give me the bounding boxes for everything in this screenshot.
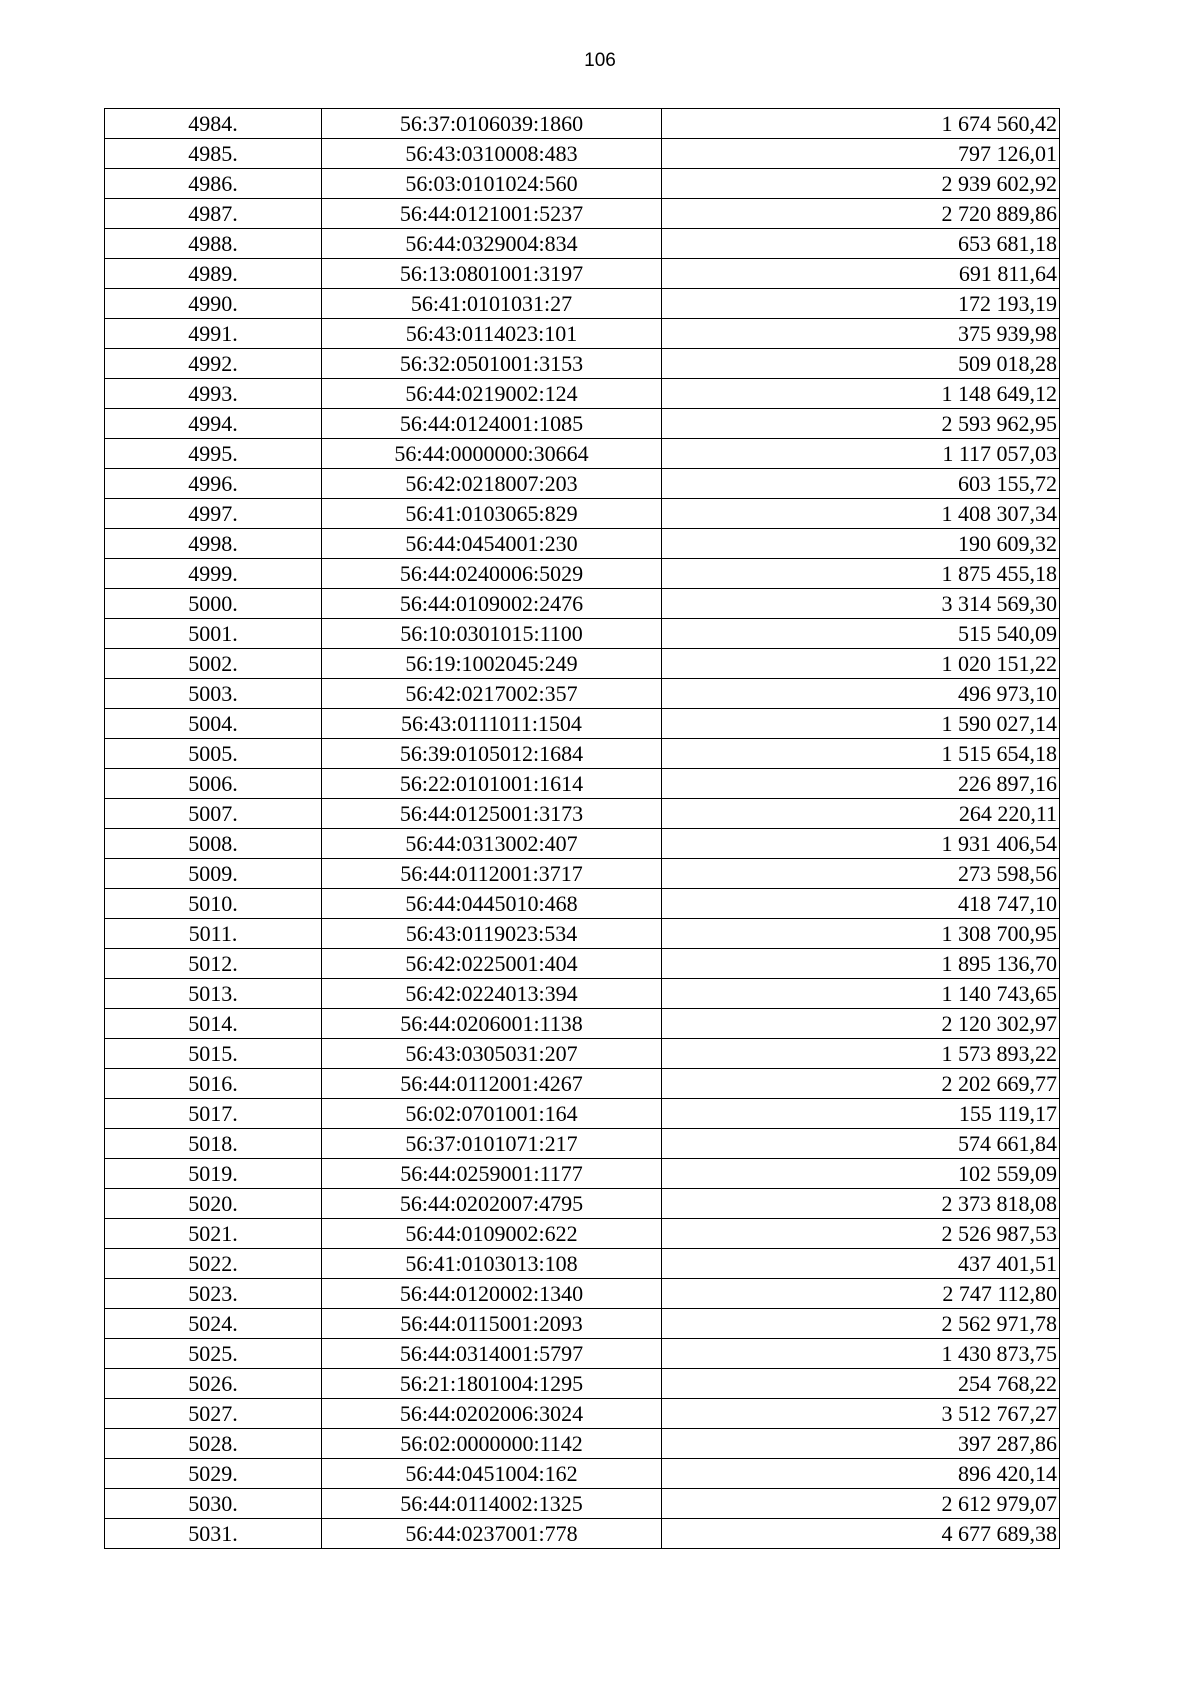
- table-row: [105, 1309, 1060, 1339]
- cadastral-value-cell: 1 308 700,95: [662, 919, 1060, 949]
- table-row: [105, 1459, 1060, 1489]
- row-number-cell: 5006.: [105, 769, 322, 799]
- table-row: [105, 679, 1060, 709]
- cadastral-value-cell: 3 314 569,30: [662, 589, 1060, 619]
- table-row: [105, 319, 1060, 349]
- cadastral-number-cell: 56:44:0237001:778: [322, 1519, 662, 1549]
- row-number-cell: 5022.: [105, 1249, 322, 1279]
- cadastral-number-cell: 56:44:0124001:1085: [322, 409, 662, 439]
- table-row: [105, 1189, 1060, 1219]
- row-number-cell: 4997.: [105, 499, 322, 529]
- row-number-cell: 5004.: [105, 709, 322, 739]
- cadastral-value-cell: 691 811,64: [662, 259, 1060, 289]
- cadastral-value-cell: 418 747,10: [662, 889, 1060, 919]
- cadastral-number-cell: 56:44:0112001:3717: [322, 859, 662, 889]
- cadastral-number-cell: 56:03:0101024:560: [322, 169, 662, 199]
- row-number-cell: 5016.: [105, 1069, 322, 1099]
- cadastral-value-cell: 515 540,09: [662, 619, 1060, 649]
- table-row: [105, 199, 1060, 229]
- cadastral-number-cell: 56:42:0217002:357: [322, 679, 662, 709]
- cadastral-number-cell: 56:44:0115001:2093: [322, 1309, 662, 1339]
- cadastral-value-cell: 509 018,28: [662, 349, 1060, 379]
- cadastral-number-cell: 56:44:0454001:230: [322, 529, 662, 559]
- cadastral-value-cell: 653 681,18: [662, 229, 1060, 259]
- table-row: [105, 979, 1060, 1009]
- table-row: [105, 1219, 1060, 1249]
- cadastral-number-cell: 56:44:0329004:834: [322, 229, 662, 259]
- cadastral-value-cell: 264 220,11: [662, 799, 1060, 829]
- table-row: [105, 289, 1060, 319]
- cadastral-number-cell: 56:39:0105012:1684: [322, 739, 662, 769]
- cadastral-value-table: [104, 108, 1060, 1549]
- cadastral-number-cell: 56:42:0225001:404: [322, 949, 662, 979]
- table-row: [105, 1519, 1060, 1549]
- row-number-cell: 5029.: [105, 1459, 322, 1489]
- table-row: [105, 139, 1060, 169]
- row-number-cell: 5028.: [105, 1429, 322, 1459]
- row-number-cell: 4999.: [105, 559, 322, 589]
- cadastral-number-cell: 56:44:0206001:1138: [322, 1009, 662, 1039]
- cadastral-number-cell: 56:32:0501001:3153: [322, 349, 662, 379]
- cadastral-value-cell: 226 897,16: [662, 769, 1060, 799]
- table-body: [105, 109, 1060, 1549]
- table-row: [105, 1429, 1060, 1459]
- table-row: [105, 559, 1060, 589]
- cadastral-number-cell: 56:13:0801001:3197: [322, 259, 662, 289]
- cadastral-value-cell: 2 939 602,92: [662, 169, 1060, 199]
- row-number-cell: 5007.: [105, 799, 322, 829]
- table-row: [105, 1039, 1060, 1069]
- cadastral-number-cell: 56:21:1801004:1295: [322, 1369, 662, 1399]
- cadastral-number-cell: 56:43:0310008:483: [322, 139, 662, 169]
- table-row: [105, 619, 1060, 649]
- cadastral-number-cell: 56:44:0109002:622: [322, 1219, 662, 1249]
- cadastral-number-cell: 56:22:0101001:1614: [322, 769, 662, 799]
- cadastral-number-cell: 56:44:0121001:5237: [322, 199, 662, 229]
- cadastral-value-cell: 273 598,56: [662, 859, 1060, 889]
- table-row: [105, 229, 1060, 259]
- cadastral-value-cell: 172 193,19: [662, 289, 1060, 319]
- row-number-cell: 4996.: [105, 469, 322, 499]
- table-row: [105, 499, 1060, 529]
- row-number-cell: 5005.: [105, 739, 322, 769]
- cadastral-value-cell: 102 559,09: [662, 1159, 1060, 1189]
- cadastral-value-cell: 2 720 889,86: [662, 199, 1060, 229]
- cadastral-value-cell: 2 120 302,97: [662, 1009, 1060, 1039]
- cadastral-value-cell: 1 140 743,65: [662, 979, 1060, 1009]
- table-row: [105, 1249, 1060, 1279]
- row-number-cell: 5008.: [105, 829, 322, 859]
- row-number-cell: 5027.: [105, 1399, 322, 1429]
- row-number-cell: 4988.: [105, 229, 322, 259]
- row-number-cell: 5011.: [105, 919, 322, 949]
- cadastral-number-cell: 56:41:0103013:108: [322, 1249, 662, 1279]
- cadastral-number-cell: 56:42:0218007:203: [322, 469, 662, 499]
- cadastral-number-cell: 56:44:0120002:1340: [322, 1279, 662, 1309]
- row-number-cell: 5001.: [105, 619, 322, 649]
- cadastral-value-cell: 155 119,17: [662, 1099, 1060, 1129]
- cadastral-number-cell: 56:44:0240006:5029: [322, 559, 662, 589]
- row-number-cell: 4994.: [105, 409, 322, 439]
- cadastral-number-cell: 56:43:0305031:207: [322, 1039, 662, 1069]
- cadastral-number-cell: 56:41:0103065:829: [322, 499, 662, 529]
- table-row: [105, 379, 1060, 409]
- row-number-cell: 5019.: [105, 1159, 322, 1189]
- cadastral-number-cell: 56:44:0314001:5797: [322, 1339, 662, 1369]
- cadastral-value-cell: 2 373 818,08: [662, 1189, 1060, 1219]
- cadastral-number-cell: 56:44:0109002:2476: [322, 589, 662, 619]
- table-row: [105, 409, 1060, 439]
- row-number-cell: 5002.: [105, 649, 322, 679]
- cadastral-value-cell: 1 408 307,34: [662, 499, 1060, 529]
- cadastral-value-cell: 574 661,84: [662, 1129, 1060, 1159]
- row-number-cell: 5017.: [105, 1099, 322, 1129]
- row-number-cell: 5010.: [105, 889, 322, 919]
- cadastral-value-cell: 1 931 406,54: [662, 829, 1060, 859]
- cadastral-number-cell: 56:43:0111011:1504: [322, 709, 662, 739]
- cadastral-value-cell: 2 593 962,95: [662, 409, 1060, 439]
- table-row: [105, 799, 1060, 829]
- table-row: [105, 709, 1060, 739]
- table-row: [105, 1129, 1060, 1159]
- cadastral-number-cell: 56:44:0259001:1177: [322, 1159, 662, 1189]
- cadastral-value-cell: 1 573 893,22: [662, 1039, 1060, 1069]
- row-number-cell: 5012.: [105, 949, 322, 979]
- row-number-cell: 5024.: [105, 1309, 322, 1339]
- table-row: [105, 469, 1060, 499]
- cadastral-value-cell: 1 430 873,75: [662, 1339, 1060, 1369]
- table-row: [105, 859, 1060, 889]
- cadastral-value-cell: 797 126,01: [662, 139, 1060, 169]
- row-number-cell: 4992.: [105, 349, 322, 379]
- cadastral-number-cell: 56:42:0224013:394: [322, 979, 662, 1009]
- cadastral-value-cell: 1 674 560,42: [662, 109, 1060, 139]
- table-row: [105, 349, 1060, 379]
- cadastral-number-cell: 56:19:1002045:249: [322, 649, 662, 679]
- row-number-cell: 5020.: [105, 1189, 322, 1219]
- table-row: [105, 109, 1060, 139]
- row-number-cell: 5030.: [105, 1489, 322, 1519]
- row-number-cell: 5009.: [105, 859, 322, 889]
- cadastral-value-cell: 1 590 027,14: [662, 709, 1060, 739]
- cadastral-value-cell: 190 609,32: [662, 529, 1060, 559]
- table-row: [105, 769, 1060, 799]
- row-number-cell: 4987.: [105, 199, 322, 229]
- cadastral-number-cell: 56:41:0101031:27: [322, 289, 662, 319]
- cadastral-value-cell: 2 526 987,53: [662, 1219, 1060, 1249]
- cadastral-number-cell: 56:44:0112001:4267: [322, 1069, 662, 1099]
- cadastral-value-cell: 254 768,22: [662, 1369, 1060, 1399]
- cadastral-value-cell: 2 202 669,77: [662, 1069, 1060, 1099]
- cadastral-value-cell: 1 117 057,03: [662, 439, 1060, 469]
- row-number-cell: 4995.: [105, 439, 322, 469]
- cadastral-value-cell: 2 747 112,80: [662, 1279, 1060, 1309]
- row-number-cell: 5023.: [105, 1279, 322, 1309]
- cadastral-number-cell: 56:44:0202006:3024: [322, 1399, 662, 1429]
- row-number-cell: 5003.: [105, 679, 322, 709]
- cadastral-number-cell: 56:44:0219002:124: [322, 379, 662, 409]
- cadastral-number-cell: 56:43:0114023:101: [322, 319, 662, 349]
- cadastral-value-cell: 1 515 654,18: [662, 739, 1060, 769]
- cadastral-value-cell: 896 420,14: [662, 1459, 1060, 1489]
- table-row: [105, 649, 1060, 679]
- row-number-cell: 5015.: [105, 1039, 322, 1069]
- row-number-cell: 4993.: [105, 379, 322, 409]
- cadastral-number-cell: 56:37:0106039:1860: [322, 109, 662, 139]
- cadastral-number-cell: 56:43:0119023:534: [322, 919, 662, 949]
- cadastral-number-cell: 56:02:0701001:164: [322, 1099, 662, 1129]
- table-row: [105, 1009, 1060, 1039]
- row-number-cell: 4989.: [105, 259, 322, 289]
- table-row: [105, 589, 1060, 619]
- cadastral-value-cell: 397 287,86: [662, 1429, 1060, 1459]
- table-row: [105, 739, 1060, 769]
- cadastral-number-cell: 56:02:0000000:1142: [322, 1429, 662, 1459]
- cadastral-number-cell: 56:44:0451004:162: [322, 1459, 662, 1489]
- table-row: [105, 1339, 1060, 1369]
- cadastral-value-cell: 496 973,10: [662, 679, 1060, 709]
- cadastral-value-cell: 1 148 649,12: [662, 379, 1060, 409]
- cadastral-value-cell: 2 562 971,78: [662, 1309, 1060, 1339]
- cadastral-number-cell: 56:10:0301015:1100: [322, 619, 662, 649]
- row-number-cell: 5021.: [105, 1219, 322, 1249]
- table-row: [105, 1399, 1060, 1429]
- table-row: [105, 919, 1060, 949]
- cadastral-value-cell: 437 401,51: [662, 1249, 1060, 1279]
- page-number: 106: [584, 50, 616, 71]
- table-row: [105, 1099, 1060, 1129]
- cadastral-value-cell: 1 875 455,18: [662, 559, 1060, 589]
- table-row: [105, 169, 1060, 199]
- row-number-cell: 4990.: [105, 289, 322, 319]
- cadastral-number-cell: 56:44:0202007:4795: [322, 1189, 662, 1219]
- table-row: [105, 529, 1060, 559]
- row-number-cell: 5013.: [105, 979, 322, 1009]
- row-number-cell: 4991.: [105, 319, 322, 349]
- table-row: [105, 949, 1060, 979]
- cadastral-value-cell: 1 020 151,22: [662, 649, 1060, 679]
- row-number-cell: 5025.: [105, 1339, 322, 1369]
- table-row: [105, 1069, 1060, 1099]
- table-row: [105, 1159, 1060, 1189]
- table-row: [105, 889, 1060, 919]
- cadastral-number-cell: 56:37:0101071:217: [322, 1129, 662, 1159]
- table-row: [105, 829, 1060, 859]
- row-number-cell: 5014.: [105, 1009, 322, 1039]
- cadastral-value-cell: 4 677 689,38: [662, 1519, 1060, 1549]
- row-number-cell: 4984.: [105, 109, 322, 139]
- cadastral-number-cell: 56:44:0313002:407: [322, 829, 662, 859]
- cadastral-number-cell: 56:44:0000000:30664: [322, 439, 662, 469]
- row-number-cell: 4998.: [105, 529, 322, 559]
- cadastral-number-cell: 56:44:0125001:3173: [322, 799, 662, 829]
- cadastral-number-cell: 56:44:0114002:1325: [322, 1489, 662, 1519]
- cadastral-value-cell: 2 612 979,07: [662, 1489, 1060, 1519]
- row-number-cell: 4985.: [105, 139, 322, 169]
- table-row: [105, 1279, 1060, 1309]
- table-row: [105, 1489, 1060, 1519]
- row-number-cell: 5018.: [105, 1129, 322, 1159]
- cadastral-value-cell: 1 895 136,70: [662, 949, 1060, 979]
- cadastral-value-cell: 3 512 767,27: [662, 1399, 1060, 1429]
- table-row: [105, 259, 1060, 289]
- cadastral-number-cell: 56:44:0445010:468: [322, 889, 662, 919]
- table-row: [105, 439, 1060, 469]
- cadastral-value-cell: 375 939,98: [662, 319, 1060, 349]
- row-number-cell: 5026.: [105, 1369, 322, 1399]
- row-number-cell: 4986.: [105, 169, 322, 199]
- table-row: [105, 1369, 1060, 1399]
- row-number-cell: 5031.: [105, 1519, 322, 1549]
- cadastral-value-cell: 603 155,72: [662, 469, 1060, 499]
- row-number-cell: 5000.: [105, 589, 322, 619]
